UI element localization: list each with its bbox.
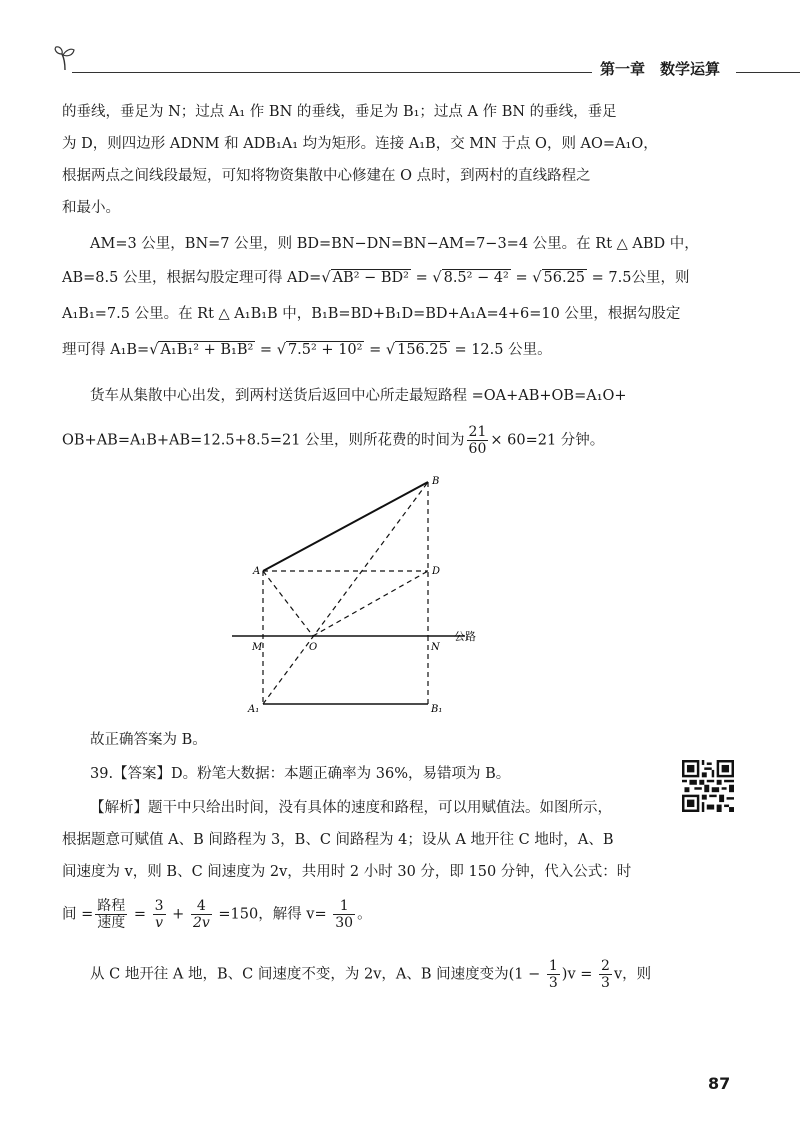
paren-close: )v = [561,966,598,983]
segment-ao [263,571,313,636]
p2-line4 [62,338,552,359]
equals: = [255,342,277,358]
fraction-numerator: 4 [191,898,212,915]
fraction-denominator: 速度 [97,915,126,931]
sqrt-sign-icon: √ [149,342,159,358]
qr-code-icon[interactable] [682,760,734,812]
label-d: D [432,566,441,577]
fraction-numerator: 1 [548,958,558,974]
fraction-3-v [153,898,166,931]
fraction-numerator: 2 [601,958,610,974]
fraction-denominator: 3 [601,975,610,991]
q39-equation [62,898,372,931]
plus: + [167,906,189,923]
p3-line2-text: OB+AB=A₁B+AB=12.5+8.5=21 公里，则所花费的时间为 [62,432,465,449]
label-b1: B₁ [431,704,443,715]
eq-prefix: 间 = [62,906,94,923]
equals: = [364,342,386,358]
equals: = [410,270,433,286]
sprout-logo-icon [52,44,78,72]
q39-analysis-line1: 【解析】题干中只给出时间，没有具体的速度和路程，可以用赋值法。如图所示， [90,800,612,816]
sqrt-sign-icon: √ [321,270,331,286]
fraction-1-30 [333,898,355,931]
p2-line1: AM=3 公里，BN=7 公里，则 BD=BN−DN=BN−AM=7−3=4 公里。在 Rt △ ABD 中， [90,236,699,252]
p1-line2: 为 D，则四边形 ADNM 和 ADB₁A₁ 均为矩形。连接 A₁B，交 MN 于点 O，则 AO=A₁O， [62,136,658,152]
sqrt-5625: 56.25 [543,270,586,286]
p1-line3: 根据两点之间线段最短，可知将物资集散中心修建在 O 点时，到两村的直线路程之 [62,168,591,184]
p3-line1: 货车从集散中心出发，到两村送货后返回中心所走最短路程 =OA+AB+OB=A₁O+ [90,388,627,404]
label-n: N [431,642,440,653]
p3-line2-end: × 60=21 分钟。 [490,432,605,449]
fraction-numerator: 21 [468,424,487,440]
label-o: O [309,642,318,653]
p2-line4-end: = 12.5 公里。 [449,342,552,358]
p1-line4: 和最小。 [62,200,120,216]
p2-line4-text: 理可得 A₁B= [62,342,150,358]
header-rule-right [736,72,800,73]
fraction-distance-speed [95,898,127,931]
label-b: B [432,476,440,487]
fraction-21-60 [467,424,489,457]
last-line-text: 从 C 地开往 A 地，B、C 间速度不变，为 2v，A、B 间速度变为 [90,966,509,983]
label-a1: A₁ [248,704,260,715]
fraction-4-2v [191,898,212,931]
label-m: M [252,642,263,653]
eq-end: 。 [357,906,372,923]
segment-ab [263,482,428,571]
fraction-numerator: 3 [154,898,164,914]
equals: = [129,906,151,923]
p2-line2 [62,266,689,287]
fraction-1-3 [547,958,560,991]
q39-answer: 39.【答案】D。粉笔大数据：本题正确率为 36%，易错项为 B。 [90,766,511,782]
sqrt-75-10: 7.5² + 10² [287,342,363,358]
fraction-2-3 [599,958,612,991]
sqrt-ab-bd: AB² − BD² [332,270,409,286]
p3-line2 [62,424,604,457]
fraction-denominator: 2v [192,915,210,931]
paren-open: (1 − [508,966,545,983]
sqrt-85-4: 8.5² − 4² [443,270,509,286]
p1-line1: 的垂线，垂足为 N；过点 A₁ 作 BN 的垂线，垂足为 B₁；过点 A 作 BN 的垂线，垂足 [62,104,617,120]
fraction-denominator: v [155,915,164,931]
conclusion: 故正确答案为 B。 [90,732,207,748]
eq-result: =150，解得 v= [213,906,332,923]
p2-line2-text: AB=8.5 公里，根据勾股定理可得 AD= [62,270,322,286]
fraction-numerator: 路程 [97,898,126,914]
fraction-denominator: 30 [335,915,354,931]
fraction-numerator: 1 [333,898,355,915]
label-a: A [253,566,261,577]
sqrt-sign-icon: √ [532,270,542,286]
p2-line2-end: = 7.5公里，则 [587,270,690,286]
q39-last-line [90,958,651,991]
label-road: 公路 [454,630,476,643]
sqrt-15625: 156.25 [397,342,448,358]
equals: = [510,270,533,286]
sqrt-sign-icon: √ [385,342,396,358]
segment-ob [313,571,428,636]
q39-analysis-line3: 间速度为 v，则 B、C 间速度为 2v，共用时 2 小时 30 分，即 150 分钟，代入公式：时 [62,864,632,880]
fraction-denominator: 3 [548,975,558,991]
segment-a1b [263,482,428,704]
chapter-title: 第一章 数学运算 [600,60,721,78]
sqrt-a1b1-b1b: A₁B₁² + B₁B² [160,342,254,358]
fraction-denominator: 60 [468,441,487,457]
header-rule-left [72,72,592,73]
last-line-end: v，则 [613,966,652,983]
sqrt-sign-icon: √ [432,270,442,286]
sqrt-sign-icon: √ [276,342,286,358]
geometry-figure [220,470,520,720]
p2-line3: A₁B₁=7.5 公里。在 Rt △ A₁B₁B 中，B₁B=BD+B₁D=BD+A₁A=4+6=10 公里，根据勾股定 [62,306,681,322]
page-number: 87 [708,1074,731,1093]
q39-analysis-line2: 根据题意可赋值 A、B 间路程为 3，B、C 间路程为 4；设从 A 地开往 C 地时，A、B [62,832,614,848]
